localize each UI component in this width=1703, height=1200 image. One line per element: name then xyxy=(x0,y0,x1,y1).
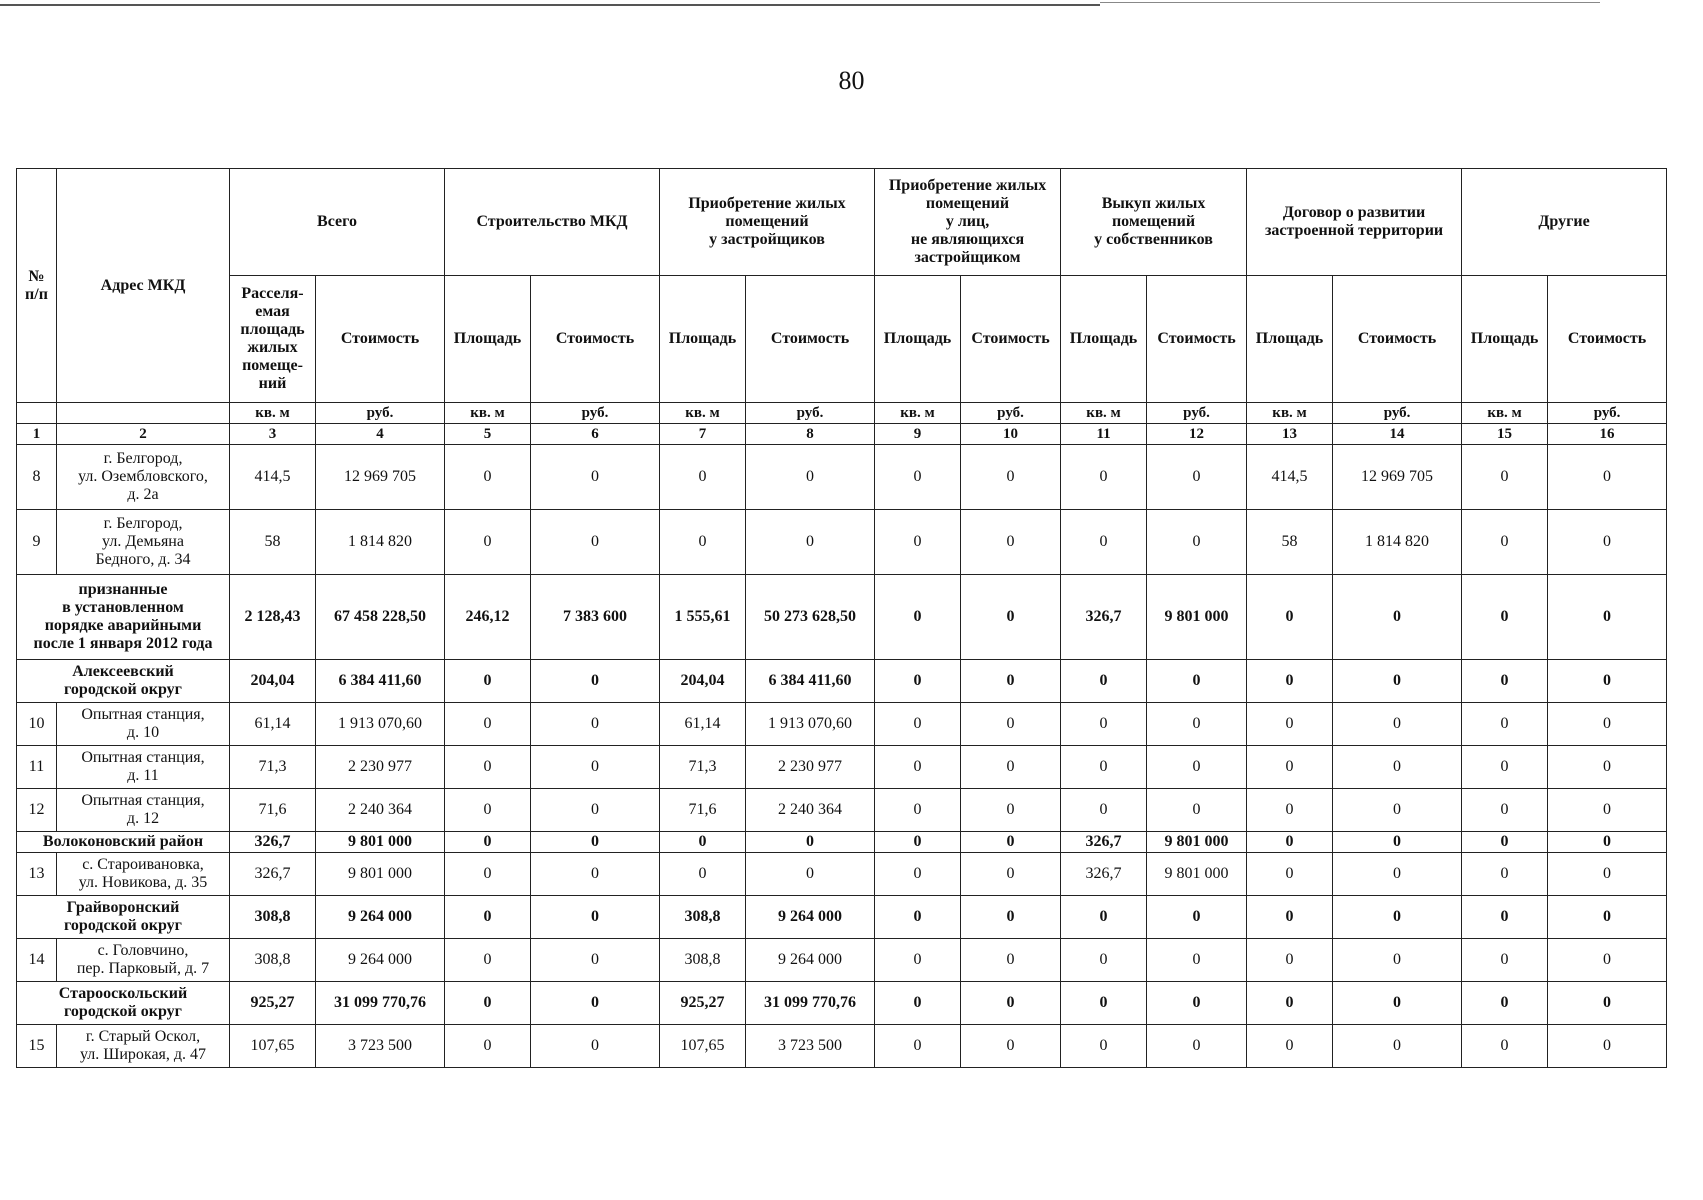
cost-cell: 0 xyxy=(1147,703,1247,746)
area-cell: 0 xyxy=(1247,575,1333,660)
area-cell: 414,5 xyxy=(230,445,316,510)
row-number: 13 xyxy=(17,853,57,896)
cost-cell: 0 xyxy=(1333,939,1462,982)
cost-cell: 0 xyxy=(1548,896,1667,939)
area-cell: 0 xyxy=(445,853,531,896)
area-cell: 0 xyxy=(875,445,961,510)
group-row xyxy=(17,660,1667,703)
area-cell: 0 xyxy=(445,1025,531,1068)
header-group-total: Всего xyxy=(230,169,445,276)
cost-cell: 67 458 228,50 xyxy=(316,575,445,660)
cost-cell: 0 xyxy=(531,445,660,510)
cost-cell: 9 264 000 xyxy=(746,939,875,982)
cost-cell: 0 xyxy=(531,1025,660,1068)
area-cell: 0 xyxy=(1247,832,1333,853)
cost-cell: 0 xyxy=(531,832,660,853)
area-cell: 0 xyxy=(1247,853,1333,896)
address-cell: г. Старый Оскол, ул. Широкая, д. 47 xyxy=(57,1025,230,1068)
area-cell: 0 xyxy=(875,1025,961,1068)
area-cell: 0 xyxy=(875,896,961,939)
area-cell: 0 xyxy=(875,703,961,746)
area-cell: 308,8 xyxy=(230,939,316,982)
area-cell: 0 xyxy=(1462,445,1548,510)
cost-cell: 2 240 364 xyxy=(746,789,875,832)
cost-cell: 0 xyxy=(1333,853,1462,896)
row-number: 11 xyxy=(17,746,57,789)
table-row xyxy=(17,703,1667,746)
area-cell: 0 xyxy=(445,445,531,510)
row-number: 10 xyxy=(17,703,57,746)
column-number: 9 xyxy=(875,424,961,445)
cost-cell: 0 xyxy=(1548,575,1667,660)
unit-area: кв. м xyxy=(230,403,316,424)
address-cell: Опытная станция, д. 10 xyxy=(57,703,230,746)
area-cell: 0 xyxy=(1061,746,1147,789)
cost-cell: 0 xyxy=(531,982,660,1025)
cost-cell: 9 801 000 xyxy=(1147,575,1247,660)
area-cell: 0 xyxy=(1247,789,1333,832)
unit-cost: руб. xyxy=(961,403,1061,424)
cost-cell: 9 801 000 xyxy=(1147,853,1247,896)
column-number: 5 xyxy=(445,424,531,445)
area-cell: 0 xyxy=(445,982,531,1025)
cost-cell: 0 xyxy=(746,853,875,896)
cost-cell: 0 xyxy=(1147,896,1247,939)
area-cell: 326,7 xyxy=(1061,853,1147,896)
cost-cell: 0 xyxy=(746,832,875,853)
scan-artifact-line xyxy=(0,4,1100,6)
cost-cell: 0 xyxy=(1333,575,1462,660)
area-cell: 204,04 xyxy=(230,660,316,703)
cost-cell: 0 xyxy=(1548,746,1667,789)
cost-cell: 0 xyxy=(531,746,660,789)
cost-cell: 0 xyxy=(961,982,1061,1025)
area-cell: 61,14 xyxy=(230,703,316,746)
column-number: 13 xyxy=(1247,424,1333,445)
header-address: Адрес МКД xyxy=(57,169,230,403)
cost-cell: 0 xyxy=(746,510,875,575)
area-cell: 0 xyxy=(1462,703,1548,746)
cost-cell: 9 264 000 xyxy=(316,896,445,939)
header-sub-cost: Стоимость xyxy=(1548,276,1667,403)
area-cell: 0 xyxy=(1462,660,1548,703)
area-cell: 0 xyxy=(1462,510,1548,575)
row-number: 15 xyxy=(17,1025,57,1068)
unit-cost: руб. xyxy=(746,403,875,424)
address-cell: г. Белгород, ул. Демьяна Бедного, д. 34 xyxy=(57,510,230,575)
unit-cost: руб. xyxy=(1147,403,1247,424)
area-cell: 0 xyxy=(875,575,961,660)
area-cell: 308,8 xyxy=(660,939,746,982)
cost-cell: 0 xyxy=(1147,660,1247,703)
header-num: № п/п xyxy=(17,169,57,403)
cost-cell: 2 230 977 xyxy=(316,746,445,789)
area-cell: 0 xyxy=(875,832,961,853)
unit-cost: руб. xyxy=(1333,403,1462,424)
area-cell: 0 xyxy=(1247,746,1333,789)
header-sub-relocated-area: Расселя- емая площадь жилых помеще- ний xyxy=(230,276,316,403)
group-name: Алексеевский городской округ xyxy=(17,660,230,703)
cost-cell: 0 xyxy=(1147,445,1247,510)
cost-cell: 0 xyxy=(531,789,660,832)
row-number: 8 xyxy=(17,445,57,510)
cost-cell: 0 xyxy=(531,896,660,939)
cost-cell: 0 xyxy=(1548,660,1667,703)
cost-cell: 0 xyxy=(531,703,660,746)
area-cell: 0 xyxy=(875,982,961,1025)
cost-cell: 12 969 705 xyxy=(316,445,445,510)
area-cell: 0 xyxy=(875,746,961,789)
cost-cell: 3 723 500 xyxy=(746,1025,875,1068)
unit-area: кв. м xyxy=(1247,403,1333,424)
cost-cell: 1 913 070,60 xyxy=(316,703,445,746)
area-cell: 0 xyxy=(1061,703,1147,746)
column-number: 6 xyxy=(531,424,660,445)
area-cell: 0 xyxy=(1061,939,1147,982)
table-header xyxy=(17,169,1667,445)
column-number: 8 xyxy=(746,424,875,445)
area-cell: 107,65 xyxy=(230,1025,316,1068)
cost-cell: 9 801 000 xyxy=(316,832,445,853)
area-cell: 0 xyxy=(445,832,531,853)
area-cell: 61,14 xyxy=(660,703,746,746)
cost-cell: 1 814 820 xyxy=(316,510,445,575)
cost-cell: 0 xyxy=(1548,982,1667,1025)
group-row xyxy=(17,982,1667,1025)
cost-cell: 0 xyxy=(1548,832,1667,853)
area-cell: 0 xyxy=(1061,510,1147,575)
table-row xyxy=(17,1025,1667,1068)
table-row xyxy=(17,939,1667,982)
area-cell: 0 xyxy=(1061,982,1147,1025)
area-cell: 326,7 xyxy=(1061,575,1147,660)
area-cell: 1 555,61 xyxy=(660,575,746,660)
header-group-other: Другие xyxy=(1462,169,1667,276)
cost-cell: 0 xyxy=(1333,789,1462,832)
cost-cell: 2 240 364 xyxy=(316,789,445,832)
units-empty-address xyxy=(57,403,230,424)
cost-cell: 50 273 628,50 xyxy=(746,575,875,660)
area-cell: 0 xyxy=(1462,575,1548,660)
area-cell: 0 xyxy=(660,510,746,575)
area-cell: 0 xyxy=(1061,1025,1147,1068)
column-number: 12 xyxy=(1147,424,1247,445)
cost-cell: 0 xyxy=(961,853,1061,896)
area-cell: 326,7 xyxy=(230,853,316,896)
group-row xyxy=(17,832,1667,853)
cost-cell: 0 xyxy=(531,939,660,982)
area-cell: 0 xyxy=(660,853,746,896)
area-cell: 0 xyxy=(1061,789,1147,832)
cost-cell: 9 264 000 xyxy=(316,939,445,982)
cost-cell: 9 801 000 xyxy=(316,853,445,896)
area-cell: 925,27 xyxy=(660,982,746,1025)
header-sub-cost: Стоимость xyxy=(961,276,1061,403)
unit-cost: руб. xyxy=(531,403,660,424)
header-sub-cost: Стоимость xyxy=(1333,276,1462,403)
area-cell: 58 xyxy=(230,510,316,575)
area-cell: 0 xyxy=(1462,853,1548,896)
table-row xyxy=(17,853,1667,896)
cost-cell: 1 814 820 xyxy=(1333,510,1462,575)
group-row xyxy=(17,575,1667,660)
column-number: 10 xyxy=(961,424,1061,445)
unit-area: кв. м xyxy=(1462,403,1548,424)
cost-cell: 0 xyxy=(1333,896,1462,939)
area-cell: 308,8 xyxy=(660,896,746,939)
cost-cell: 0 xyxy=(1548,510,1667,575)
header-group-developers: Приобретение жилых помещений у застройщиков xyxy=(660,169,875,276)
header-group-non-developers: Приобретение жилых помещений у лиц, не являющихся застройщиком xyxy=(875,169,1061,276)
area-cell: 414,5 xyxy=(1247,445,1333,510)
cost-cell: 0 xyxy=(961,746,1061,789)
column-number: 16 xyxy=(1548,424,1667,445)
cost-cell: 0 xyxy=(1147,789,1247,832)
cost-cell: 0 xyxy=(961,832,1061,853)
group-row xyxy=(17,896,1667,939)
area-cell: 0 xyxy=(445,703,531,746)
cost-cell: 0 xyxy=(1333,1025,1462,1068)
area-cell: 0 xyxy=(1462,789,1548,832)
area-cell: 0 xyxy=(1061,896,1147,939)
cost-cell: 31 099 770,76 xyxy=(746,982,875,1025)
address-cell: г. Белгород, ул. Озембловского, д. 2а xyxy=(57,445,230,510)
table-row xyxy=(17,510,1667,575)
cost-cell: 2 230 977 xyxy=(746,746,875,789)
column-number: 7 xyxy=(660,424,746,445)
header-group-construction: Строительство МКД xyxy=(445,169,660,276)
cost-cell: 0 xyxy=(961,660,1061,703)
area-cell: 0 xyxy=(1462,1025,1548,1068)
cost-cell: 0 xyxy=(1548,445,1667,510)
cost-cell: 0 xyxy=(1333,982,1462,1025)
cost-cell: 0 xyxy=(961,445,1061,510)
group-name: Волоконовский район xyxy=(17,832,230,853)
area-cell: 0 xyxy=(1462,939,1548,982)
area-cell: 0 xyxy=(445,660,531,703)
area-cell: 0 xyxy=(1247,660,1333,703)
area-cell: 71,6 xyxy=(660,789,746,832)
table-row xyxy=(17,746,1667,789)
address-cell: Опытная станция, д. 12 xyxy=(57,789,230,832)
cost-cell: 0 xyxy=(961,939,1061,982)
header-sub-cost: Стоимость xyxy=(316,276,445,403)
header-sub-area: Площадь xyxy=(875,276,961,403)
unit-area: кв. м xyxy=(660,403,746,424)
cost-cell: 31 099 770,76 xyxy=(316,982,445,1025)
column-number: 4 xyxy=(316,424,445,445)
unit-cost: руб. xyxy=(1548,403,1667,424)
header-sub-area: Площадь xyxy=(445,276,531,403)
scan-artifact-line-right xyxy=(1100,2,1600,3)
area-cell: 0 xyxy=(660,832,746,853)
unit-cost: руб. xyxy=(316,403,445,424)
cost-cell: 0 xyxy=(961,1025,1061,1068)
row-number: 9 xyxy=(17,510,57,575)
area-cell: 0 xyxy=(445,746,531,789)
area-cell: 71,3 xyxy=(230,746,316,789)
units-empty-num xyxy=(17,403,57,424)
column-number: 15 xyxy=(1462,424,1548,445)
cost-cell: 0 xyxy=(1548,789,1667,832)
cost-cell: 0 xyxy=(961,896,1061,939)
area-cell: 0 xyxy=(875,789,961,832)
area-cell: 0 xyxy=(1462,896,1548,939)
area-cell: 0 xyxy=(1247,703,1333,746)
header-sub-area: Площадь xyxy=(1462,276,1548,403)
area-cell: 107,65 xyxy=(660,1025,746,1068)
address-cell: с. Головчино, пер. Парковый, д. 7 xyxy=(57,939,230,982)
area-cell: 58 xyxy=(1247,510,1333,575)
table-row xyxy=(17,445,1667,510)
header-group-buyout: Выкуп жилых помещений у собственников xyxy=(1061,169,1247,276)
cost-cell: 9 801 000 xyxy=(1147,832,1247,853)
cost-cell: 6 384 411,60 xyxy=(316,660,445,703)
area-cell: 308,8 xyxy=(230,896,316,939)
area-cell: 0 xyxy=(1247,939,1333,982)
area-cell: 0 xyxy=(660,445,746,510)
cost-cell: 1 913 070,60 xyxy=(746,703,875,746)
table-row xyxy=(17,789,1667,832)
cost-cell: 0 xyxy=(1333,746,1462,789)
address-cell: Опытная станция, д. 11 xyxy=(57,746,230,789)
cost-cell: 6 384 411,60 xyxy=(746,660,875,703)
column-number: 14 xyxy=(1333,424,1462,445)
cost-cell: 0 xyxy=(961,789,1061,832)
cost-cell: 0 xyxy=(746,445,875,510)
area-cell: 0 xyxy=(1247,896,1333,939)
header-sub-area: Площадь xyxy=(1247,276,1333,403)
address-cell: с. Староивановка, ул. Новикова, д. 35 xyxy=(57,853,230,896)
row-number: 12 xyxy=(17,789,57,832)
cost-cell: 0 xyxy=(1548,853,1667,896)
unit-area: кв. м xyxy=(875,403,961,424)
cost-cell: 9 264 000 xyxy=(746,896,875,939)
cost-cell: 0 xyxy=(1147,1025,1247,1068)
cost-cell: 0 xyxy=(1147,939,1247,982)
cost-cell: 0 xyxy=(1147,746,1247,789)
column-number: 3 xyxy=(230,424,316,445)
cost-cell: 0 xyxy=(1548,703,1667,746)
cost-cell: 0 xyxy=(531,660,660,703)
cost-cell: 0 xyxy=(1333,703,1462,746)
cost-cell: 0 xyxy=(1333,660,1462,703)
column-number: 11 xyxy=(1061,424,1147,445)
area-cell: 0 xyxy=(1247,1025,1333,1068)
area-cell: 0 xyxy=(1462,746,1548,789)
area-cell: 0 xyxy=(1247,982,1333,1025)
header-sub-area: Площадь xyxy=(1061,276,1147,403)
area-cell: 0 xyxy=(445,896,531,939)
header-sub-area: Площадь xyxy=(660,276,746,403)
page-number: 80 xyxy=(838,66,865,95)
cost-cell: 0 xyxy=(531,510,660,575)
area-cell: 0 xyxy=(1061,660,1147,703)
area-cell: 326,7 xyxy=(1061,832,1147,853)
cost-cell: 0 xyxy=(1548,1025,1667,1068)
group-name: Старооскольский городской округ xyxy=(17,982,230,1025)
header-sub-cost: Стоимость xyxy=(1147,276,1247,403)
area-cell: 0 xyxy=(875,660,961,703)
cost-cell: 0 xyxy=(961,575,1061,660)
cost-cell: 3 723 500 xyxy=(316,1025,445,1068)
area-cell: 204,04 xyxy=(660,660,746,703)
area-cell: 71,3 xyxy=(660,746,746,789)
column-number: 2 xyxy=(57,424,230,445)
cost-cell: 0 xyxy=(961,703,1061,746)
group-name: Грайворонский городской округ xyxy=(17,896,230,939)
area-cell: 0 xyxy=(875,510,961,575)
cost-cell: 0 xyxy=(961,510,1061,575)
area-cell: 0 xyxy=(445,510,531,575)
area-cell: 326,7 xyxy=(230,832,316,853)
area-cell: 0 xyxy=(1061,445,1147,510)
area-cell: 246,12 xyxy=(445,575,531,660)
cost-cell: 0 xyxy=(531,853,660,896)
housing-relocation-table xyxy=(16,168,1667,1068)
cost-cell: 0 xyxy=(1147,982,1247,1025)
header-sub-cost: Стоимость xyxy=(746,276,875,403)
cost-cell: 0 xyxy=(1333,832,1462,853)
group-name: признанные в установленном порядке аварийными после 1 января 2012 года xyxy=(17,575,230,660)
area-cell: 0 xyxy=(875,853,961,896)
area-cell: 71,6 xyxy=(230,789,316,832)
column-number: 1 xyxy=(17,424,57,445)
unit-area: кв. м xyxy=(445,403,531,424)
table-body xyxy=(17,445,1667,1068)
cost-cell: 0 xyxy=(1147,510,1247,575)
cost-cell: 7 383 600 xyxy=(531,575,660,660)
header-group-territory: Договор о развитии застроенной территории xyxy=(1247,169,1462,276)
area-cell: 925,27 xyxy=(230,982,316,1025)
area-cell: 0 xyxy=(1462,832,1548,853)
row-number: 14 xyxy=(17,939,57,982)
cost-cell: 0 xyxy=(1548,939,1667,982)
header-sub-cost: Стоимость xyxy=(531,276,660,403)
cost-cell: 12 969 705 xyxy=(1333,445,1462,510)
unit-area: кв. м xyxy=(1061,403,1147,424)
area-cell: 0 xyxy=(1462,982,1548,1025)
area-cell: 0 xyxy=(445,939,531,982)
area-cell: 0 xyxy=(875,939,961,982)
area-cell: 0 xyxy=(445,789,531,832)
area-cell: 2 128,43 xyxy=(230,575,316,660)
